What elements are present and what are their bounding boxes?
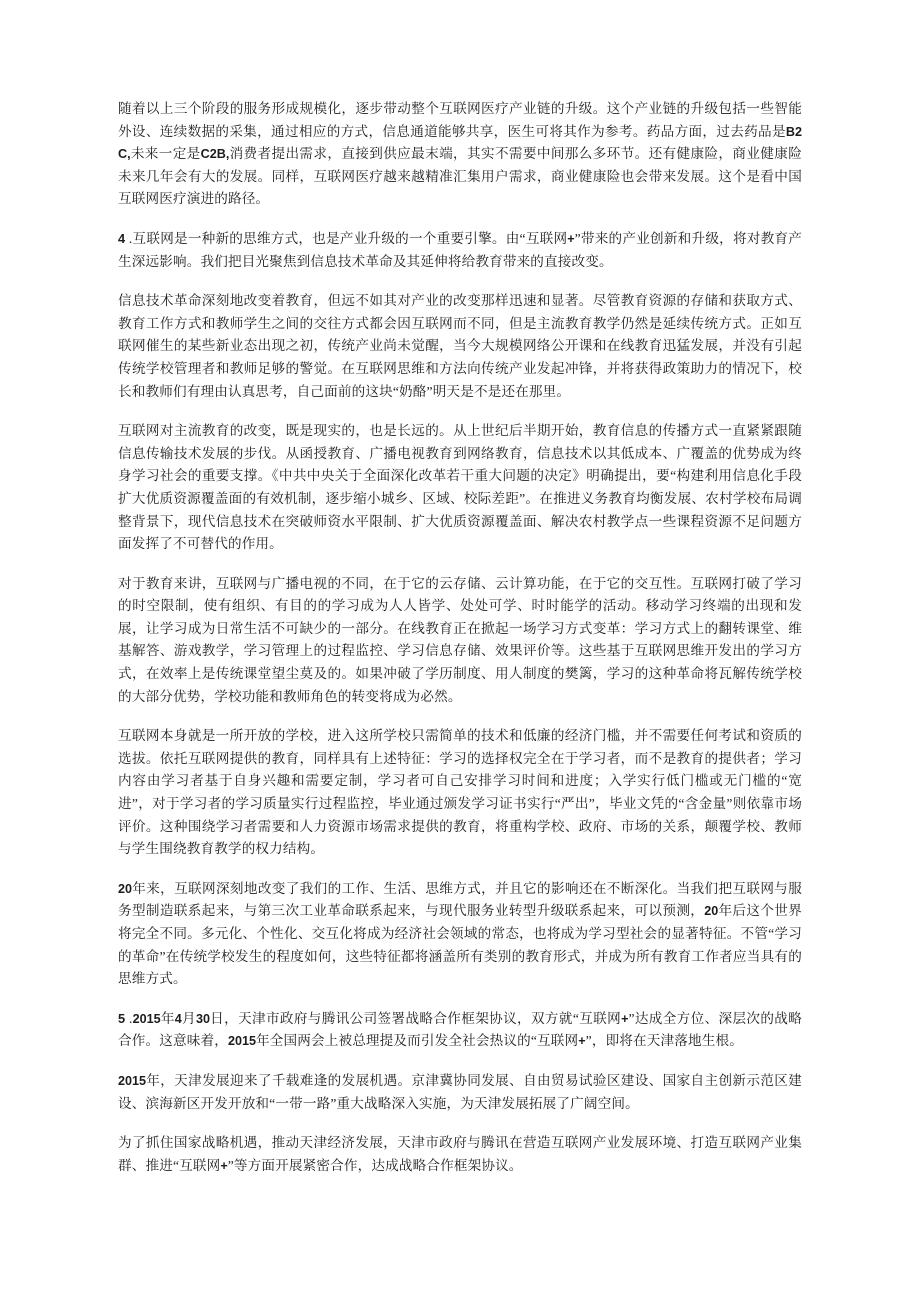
latin-run: + [578, 1034, 586, 1049]
latin-run: + [567, 231, 575, 246]
latin-run: 4 [174, 1011, 182, 1026]
latin-run: 2015 [118, 1073, 147, 1088]
latin-run: 20 [118, 881, 133, 896]
paragraph-number: 5 [118, 1010, 126, 1026]
latin-run: 2015 [132, 1011, 161, 1026]
latin-run: + [220, 1158, 228, 1173]
paragraph: 对于教育来讲，互联网与广播电视的不同，在于它的云存储、云计算功能，在于它的交互性。互联网打破了学习的时空限制，使有组织、有目的的学习成为人人皆学、处处可学、时时能学的活动。移动学习终端的出现和发展，让学习成为日常生活不可缺少的一部分。在线教育正在掀起一场学习方式变革：学习方式上的翻转课堂、维基解答、游戏教学，学习管理上的过程监控、学习信息存储、效果评价等。这些基于互联网思维开发出的学习方式，在效率上是传统课堂望尘莫及的。如果冲破了学历制度、用人制度的樊篱，学习的这种革命将瓦解传统学校的大部分优势，学校功能和教师角色的转变将成为必然。 [118, 575, 802, 704]
latin-run: B2C, [118, 124, 802, 162]
document-text-column [118, 98, 802, 1177]
latin-run: 20 [704, 904, 719, 919]
paragraph-number: 4 [118, 230, 126, 246]
paragraph: 互联网本身就是一所开放的学校，进入这所学校只需简单的技术和低廉的经济门槛，并不需要任何考试和资质的选拔。依托互联网提供的教育，同样具有上述特征：学习的选择权完全在于学习者，而不是教育的提供者；学习内容由学习者基于自身兴趣和需要定制，学习者可自己安排学习时间和进度；入学实行低门槛或无门槛的“宽进”，对于学习者的学习质量实行过程监控，毕业通过颁发学习证书实行“严出”，毕业文凭的“含金量”则依靠市场评价。这种围绕学习者需要和人力资源市场需求提供的教育，将重构学校、政府、市场的关系，颠覆学校、教师与学生围绕教育教学的权力结构。 [118, 728, 802, 857]
latin-run: + [621, 1011, 629, 1026]
paragraph-number-suffix: . [125, 230, 133, 246]
latin-run: C2B, [200, 147, 230, 162]
paragraph: 2015年，天津发展迎来了千载难逢的发展机遇。京津冀协同发展、自由贸易试验区建设、国家自主创新示范区建设、滨海新区开发开放和“一带一路”重大战略深入实施，为天津发展拓展了广阔空间。 [118, 1072, 802, 1111]
paragraph-number-suffix: . [125, 1010, 133, 1026]
paragraph: 20年来，互联网深刻地改变了我们的工作、生活、思维方式，并且它的影响还在不断深化。当我们把互联网与服务型制造联系起来，与第三次工业革命联系起来，与现代服务业转型升级联系起来，可以预测，20年后这个世界将完全不同。多元化、个性化、交互化将成为经济社会领域的常态，也将成为学习型社会的显著特征。不管“学习的革命”在传统学校发生的程度如何，这些特征都将涵盖所有类别的教育形式，并成为所有教育工作者应当具有的思维方式。 [118, 880, 802, 987]
paragraph: 4 .互联网是一种新的思维方式，也是产业升级的一个重要引擎。由“互联网+”带来的产业创新和升级，将对教育产生深远影响。我们把目光聚焦到信息技术革命及其延伸将给教育带来的直接改变。 [118, 230, 802, 269]
paragraph: 随着以上三个阶段的服务形成规模化，逐步带动整个互联网医疗产业链的升级。这个产业链的升级包括一些智能外设、连续数据的采集，通过相应的方式，信息通道能够共享，医生可将其作为参考。药品方面，过去药品是B2C,未来一定是C2B,消费者提出需求，直接到供应最末端，其实不需要中间那么多环节。还有健康险，商业健康险未来几年会有大的发展。同样，互联网医疗越来越精准汇集用户需求，商业健康险也会带来发展。这个是看中国互联网医疗演进的路径。 [118, 101, 802, 207]
paragraph: 5 .2015年4月30日，天津市政府与腾讯公司签署战略合作框架协议，双方就“互联网+”达成全方位、深层次的战略合作。这意味着，2015年全国两会上被总理提及而引发全社会热议的“互联网+”，即将在天津落地生根。 [118, 1010, 803, 1049]
latin-run: 30 [195, 1011, 210, 1026]
paragraph: 为了抓住国家战略机遇，推动天津经济发展，天津市政府与腾讯在营造互联网产业发展环境、打造互联网产业集群、推进“互联网+”等方面开展紧密合作，达成战略合作框架协议。 [118, 1135, 802, 1173]
paragraph: 信息技术革命深刻地改变着教育，但远不如其对产业的改变那样迅速和显著。尽管教育资源的存储和获取方式、教育工作方式和教师学生之间的交往方式都会因互联网而不同，但是主流教育教学仍然是延续传统方式。正如互联网催生的某些新业态出现之初，传统产业尚未觉醒，当今大规模网络公开课和在线教育迅猛发展，并没有引起传统学校管理者和教师足够的警觉。在互联网思维和方法向传统产业发起冲锋，并将获得政策助力的情况下，校长和教师们有理由认真思考，自己面前的这块“奶酪”明天是不是还在那里。 [118, 293, 802, 399]
paragraph: 互联网对主流教育的改变，既是现实的，也是长远的。从上世纪后半期开始，教育信息的传播方式一直紧紧跟随信息传输技术发展的步伐。从函授教育、广播电视教育到网络教育，信息技术以其低成本、广覆盖的优势成为终身学习社会的重要支撑。《中共中央关于全面深化改革若干重大问题的决定》明确提出，要“构建利用信息化手段扩大优质资源覆盖面的有效机制，逐步缩小城乡、区域、校际差距”。在推进义务教育均衡发展、农村学校布局调整背景下，现代信息技术在突破师资水平限制、扩大优质资源覆盖面、解决农村教学点一些课程资源不足问题方面发挥了不可替代的作用。 [118, 423, 802, 552]
latin-run: 2015 [227, 1034, 256, 1049]
